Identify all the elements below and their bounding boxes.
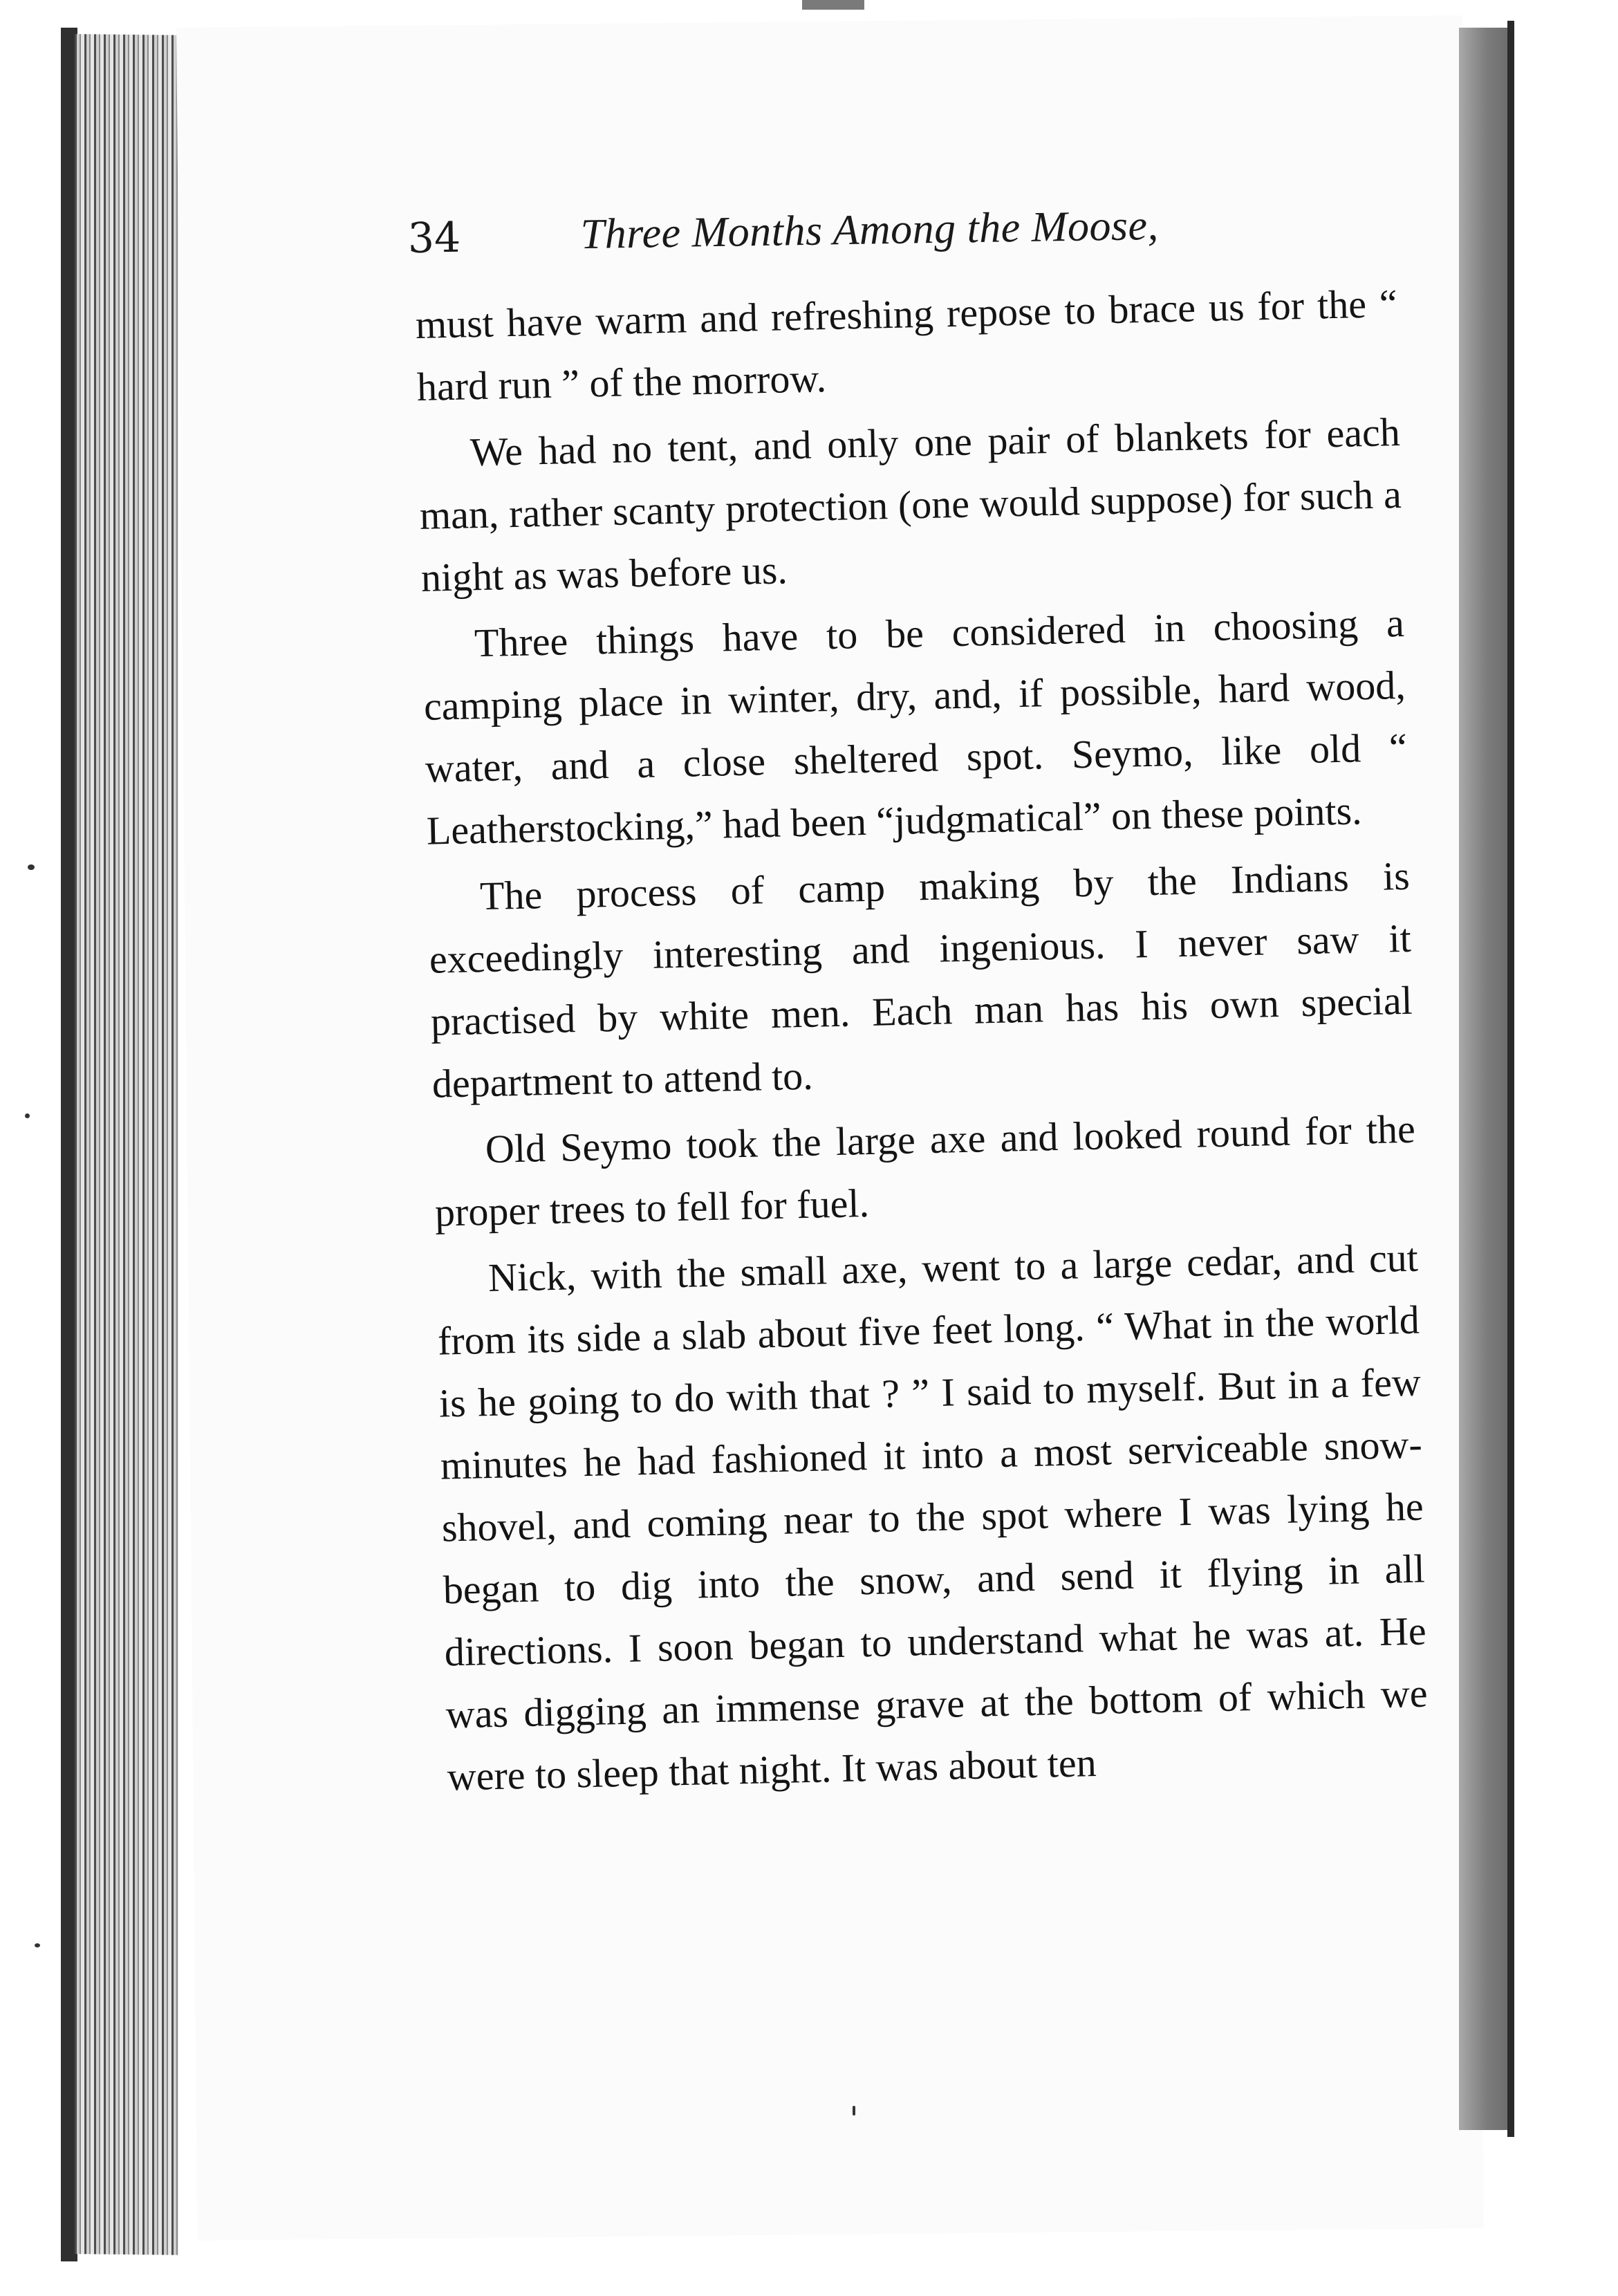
dust-speck (35, 1943, 40, 1947)
paragraph: We had no tent, and only one pair of blankets for each man, rather scanty protection (one would suppose) for such a night as was before us. (419, 409, 1402, 600)
dust-speck (28, 864, 35, 870)
paragraph: Three things have to be considered in choosing a camping place in winter, dry, and, if possible, hard wood, water, and a close sheltered spot. Seymo, like old “ Leatherstocking,” had been “judgmatical” on these points. (423, 600, 1408, 853)
binding-edge (1507, 21, 1514, 2137)
paragraph: must have warm and refreshing repose to brace us for the “ hard run ” of the morrow. (415, 281, 1398, 409)
running-title: Three Months Among the Moose, (580, 201, 1160, 259)
paragraph: Old Seymo took the large axe and looked round for the proper trees to fell for fuel. (434, 1106, 1416, 1235)
body-text (415, 272, 1430, 1812)
stacked-page-edges (75, 34, 178, 2255)
paragraph: The process of camp making by the Indians is exceedingly interesting and ingenious. I never saw it practised by white men. Each man has his own special department to attend to. (429, 853, 1413, 1107)
paragraph: Nick, with the small axe, went to a large cedar, and cut from its side a slab about five feet long. “ What in the world is he going to do with that ? ” I said to myself. But in a few minutes he had fashioned it into a most serviceable snow-shovel, and coming near to the spot where I was lying he began to dig into the snow, and send it flying in all directions. I soon began to understand what he was at. He was digging an immense grave at the bottom of which we were to sleep that night. It was about ten (437, 1234, 1429, 1799)
dust-speck (853, 2106, 855, 2116)
page-number: 34 (407, 213, 461, 263)
scan-artifact (802, 0, 864, 10)
scan-margin (1514, 0, 1618, 2296)
binding-gutter (1459, 28, 1514, 2130)
dust-speck (25, 1113, 30, 1118)
